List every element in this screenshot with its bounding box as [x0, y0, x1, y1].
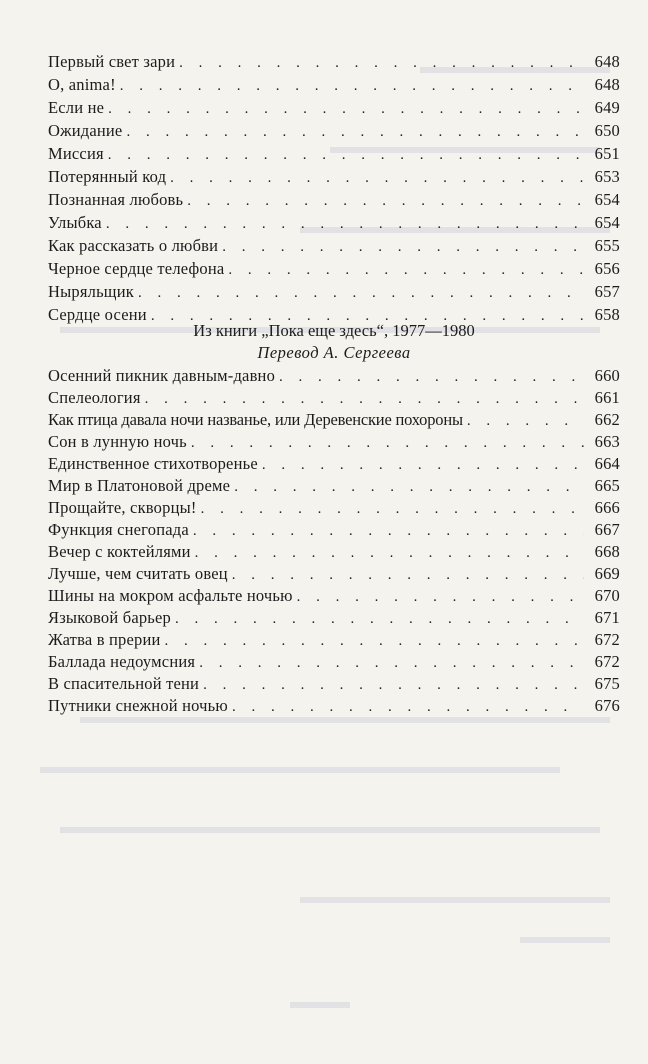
leader-dots	[222, 235, 584, 259]
toc-entry-page: 656	[594, 259, 620, 278]
toc-entry	[48, 408, 620, 432]
toc-entry-title: Потерянный код	[48, 167, 167, 186]
section-translator: Перевод А. Сергеева	[257, 343, 411, 362]
toc-entry	[48, 584, 620, 608]
toc-entry-page: 676	[594, 696, 620, 715]
toc-entry-title: Черное сердце телефона	[48, 259, 225, 278]
toc-entry-title: Миссия	[48, 144, 104, 163]
toc-entry	[48, 430, 620, 454]
toc-entry	[48, 211, 620, 235]
toc-entry-page: 663	[594, 432, 620, 451]
section-title: Из книги „Пока еще здесь“, 1977—1980	[193, 321, 475, 340]
toc-entry-title: О, anima!	[48, 75, 116, 94]
toc-entry-title: Улыбка	[48, 213, 102, 232]
toc-entry-page: 669	[594, 564, 620, 583]
toc-entry-title: Прощайте, скворцы!	[48, 498, 197, 517]
toc-entry	[48, 50, 620, 74]
toc-entry-page: 672	[594, 630, 620, 649]
leader-dots	[228, 258, 584, 282]
toc-entry	[48, 452, 620, 476]
toc-entry-title: В спасительной тени	[48, 674, 200, 693]
toc-entry-page: 675	[594, 674, 620, 693]
leader-dots	[232, 695, 584, 719]
toc-entry-page: 665	[594, 476, 620, 495]
toc-entry-title: Единственное стихотворенье	[48, 454, 258, 473]
toc-entry	[48, 119, 620, 143]
toc-entry	[48, 540, 620, 564]
toc-entry-title: Если не	[48, 98, 105, 117]
toc-entry	[48, 73, 620, 97]
toc-entry	[48, 562, 620, 586]
toc-entry	[48, 234, 620, 258]
toc-entry	[48, 142, 620, 166]
toc-entry-page: 672	[594, 652, 620, 671]
toc-entry-page: 671	[594, 608, 620, 627]
toc-entry-page: 662	[594, 410, 620, 429]
toc-entry-page: 654	[594, 213, 620, 232]
toc-entry-page: 666	[594, 498, 620, 517]
toc-entry-page: 670	[594, 586, 620, 605]
toc-entry	[48, 650, 620, 674]
toc-entry-page: 655	[594, 236, 620, 255]
toc-entry-page: 650	[594, 121, 620, 140]
toc-entry	[48, 165, 620, 189]
toc-entry	[48, 474, 620, 498]
leader-dots	[108, 97, 584, 121]
toc-entry	[48, 694, 620, 718]
toc-entry-page: 667	[594, 520, 620, 539]
leader-dots	[106, 212, 584, 236]
toc-entry-page: 653	[594, 167, 620, 186]
toc-entry-title: Языковой барьер	[48, 608, 171, 627]
toc-entry-page: 651	[594, 144, 620, 163]
toc-entry	[48, 518, 620, 542]
toc-entry-page: 654	[594, 190, 620, 209]
section-heading	[48, 320, 620, 364]
toc-entry-page: 664	[594, 454, 620, 473]
leader-dots	[187, 189, 584, 213]
toc-entry-title: Первый свет зари	[48, 52, 176, 71]
leader-dots	[108, 143, 584, 167]
toc-entry-title: Как птица давала ночи названье, или Деревенские похороны	[48, 410, 463, 429]
toc-entry-title: Баллада недоумсния	[48, 652, 196, 671]
toc-entry-title: Шины на мокром асфальте ночью	[48, 586, 293, 605]
toc-entry-title: Мир в Платоновой дреме	[48, 476, 231, 495]
toc-entry-page: 649	[594, 98, 620, 117]
toc-entry	[48, 672, 620, 696]
toc-entry-title: Осенний пикник давным-давно	[48, 366, 276, 385]
leader-dots	[170, 166, 584, 190]
toc-entry	[48, 386, 620, 410]
toc-entry-page: 668	[594, 542, 620, 561]
toc-entry	[48, 364, 620, 388]
leader-dots	[120, 74, 584, 98]
leader-dots	[138, 281, 584, 305]
toc-entry-page: 657	[594, 282, 620, 301]
toc-entry	[48, 496, 620, 520]
toc-entry-page: 660	[594, 366, 620, 385]
toc-entry-title: Лучше, чем считать овец	[48, 564, 228, 583]
toc-entry-title: Ныряльщик	[48, 282, 134, 301]
toc-entry	[48, 96, 620, 120]
toc-entry-title: Путники снежной ночью	[48, 696, 228, 715]
toc-entry-title: Сердце осени	[48, 305, 147, 324]
toc-entry-title: Ожидание	[48, 121, 123, 140]
toc-entry-page: 658	[594, 305, 620, 324]
toc-entry-title: Жатва в прерии	[48, 630, 161, 649]
toc-entry	[48, 628, 620, 652]
toc-entry	[48, 280, 620, 304]
toc-entry-page: 648	[594, 75, 620, 94]
toc-entry-title: Познанная любовь	[48, 190, 184, 209]
toc-entry	[48, 606, 620, 630]
toc-entry-page: 648	[594, 52, 620, 71]
toc-entry-title: Как рассказать о любви	[48, 236, 219, 255]
toc-entry-title: Вечер с коктейлями	[48, 542, 191, 561]
toc-entry-title: Функция снегопада	[48, 520, 189, 539]
toc-entry-page: 661	[594, 388, 620, 407]
toc-entry	[48, 188, 620, 212]
toc-entry-title: Спелеология	[48, 388, 141, 407]
leader-dots	[126, 120, 584, 144]
leader-dots	[179, 51, 584, 75]
toc-entry-title: Сон в лунную ночь	[48, 432, 187, 451]
toc-entry	[48, 257, 620, 281]
